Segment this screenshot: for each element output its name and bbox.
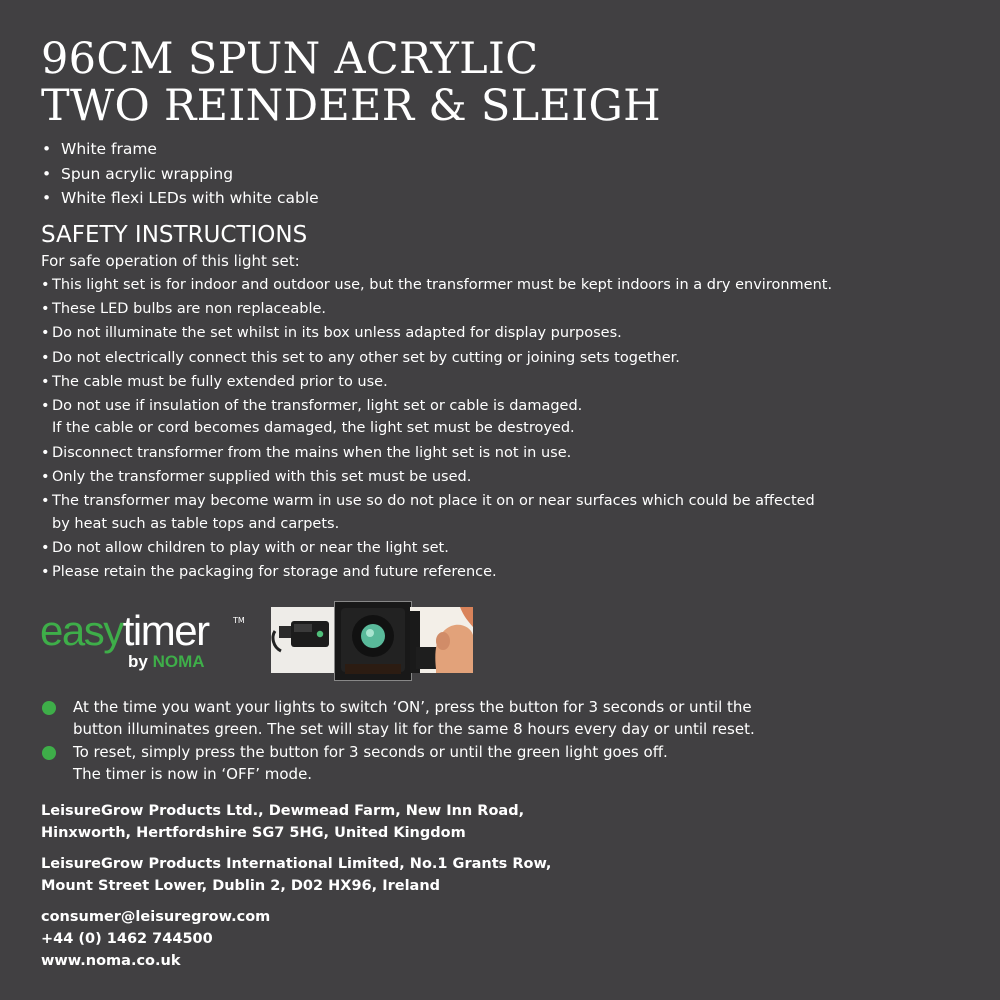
safety-item: • This light set is for indoor and outdoor use, but the transformer must be kept indoors in a dry environment. [41, 274, 861, 297]
noma-brand-text: NOMA [152, 652, 205, 671]
timer-step: To reset, simply press the button for 3 seconds or until the green light goes off. The timer is now in ‘OFF’ mode. [41, 741, 755, 785]
address-uk: LeisureGrow Products Ltd., Dewmead Farm, New Inn Road, Hinxworth, Hertfordshire SG7 5HG, United Kingdom [41, 803, 525, 841]
timer-step: At the time you want your lights to switch ‘ON’, press the button for 3 seconds or until the button illuminates green. The set will stay lit for the same 8 hours every day or until reset. [41, 696, 755, 740]
green-dot-icon [42, 701, 56, 715]
logo-timer-text: timer [122, 607, 209, 654]
safety-item: • These LED bulbs are non replaceable. [41, 298, 861, 321]
contact-website: www.noma.co.uk [41, 953, 181, 969]
safety-item: • Only the transformer supplied with this set must be used. [41, 466, 861, 489]
safety-item: • The transformer may become warm in use so do not place it on or near surfaces which could be affected by heat such as table tops and carpets. [41, 490, 861, 535]
timer-photo-strip [271, 601, 475, 679]
finger-pressing-image [410, 607, 473, 673]
safety-item: • Please retain the packaging for storage and future reference. [41, 561, 861, 584]
timer-instructions [41, 696, 755, 786]
safety-intro: For safe operation of this light set: [41, 252, 300, 270]
illuminated-button-photo [334, 601, 412, 681]
safety-item: • The cable must be fully extended prior to use. [41, 371, 861, 394]
title-line-1: 96CM SPUN ACRYLIC [41, 34, 539, 84]
easytimer-logo [40, 607, 245, 680]
feature-item: • Spun acrylic wrapping [42, 162, 319, 187]
safety-item: • Do not electrically connect this set to any other set by cutting or joining sets together. [41, 347, 861, 370]
contact-email: consumer@leisuregrow.com [41, 909, 271, 925]
safety-item: • Do not allow children to play with or near the light set. [41, 537, 861, 560]
safety-item: • Do not use if insulation of the transformer, light set or cable is damaged. If the cable or cord becomes damaged, the light set must be destroyed. [41, 395, 861, 440]
feature-list [42, 137, 319, 211]
safety-item-continuation: If the cable or cord becomes damaged, the light set must be destroyed. [52, 420, 575, 437]
feature-item: • White flexi LEDs with white cable [42, 186, 319, 211]
safety-item: • Disconnect transformer from the mains when the light set is not in use. [41, 442, 861, 465]
safety-item-continuation: by heat such as table tops and carpets. [52, 515, 340, 532]
title-line-2: TWO REINDEER & SLEIGH [41, 81, 661, 131]
transformer-image [271, 607, 335, 673]
safety-list [41, 274, 861, 585]
contact-phone: +44 (0) 1462 744500 [41, 931, 213, 947]
safety-heading: SAFETY INSTRUCTIONS [41, 222, 308, 248]
transformer-photo [271, 607, 335, 673]
timer-button-image [335, 602, 411, 680]
product-title [41, 36, 661, 130]
feature-item: • White frame [42, 137, 319, 162]
address-ireland: LeisureGrow Products International Limited, No.1 Grants Row, Mount Street Lower, Dublin 2, D02 HX96, Ireland [41, 856, 552, 894]
logo-easy-text: easy [40, 607, 123, 654]
contact-details [41, 906, 270, 972]
green-dot-icon [42, 746, 56, 760]
safety-item: • Do not illuminate the set whilst in its box unless adapted for display purposes. [41, 322, 861, 345]
logo-trademark: TM [233, 616, 245, 625]
finger-press-photo [410, 607, 473, 673]
logo-by-text: by [128, 652, 148, 671]
